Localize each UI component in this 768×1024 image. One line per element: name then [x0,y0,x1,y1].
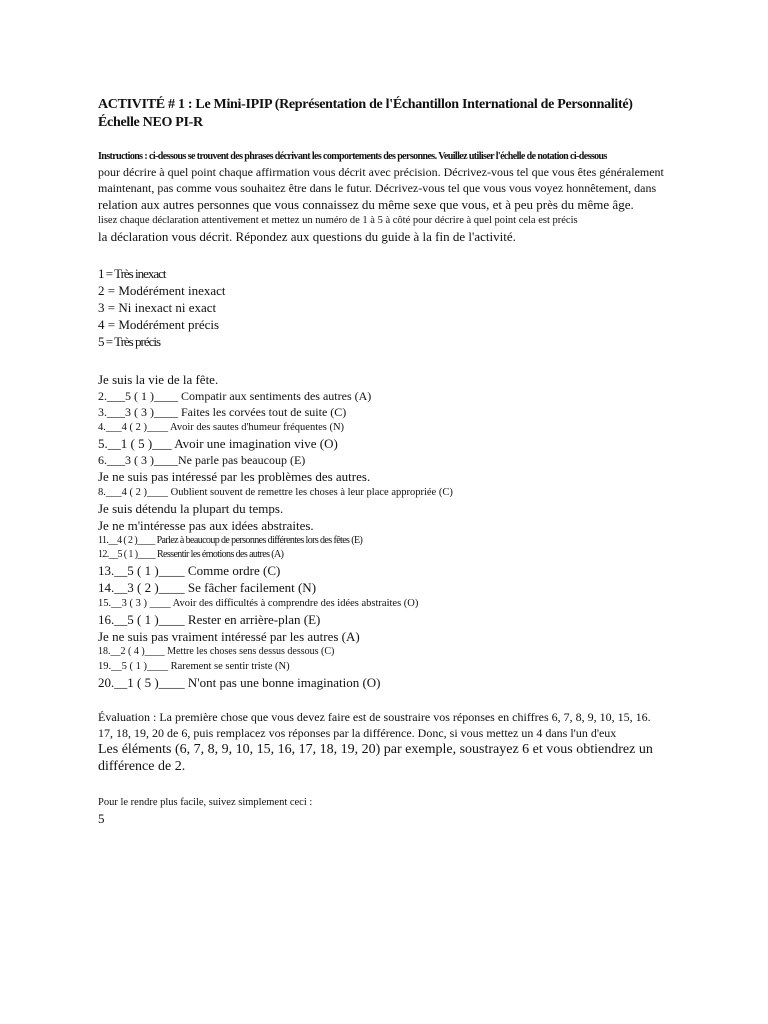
questionnaire-item: 15.__3 ( 3 ) ____ Avoir des difficultés à comprendre des idées abstraites (O) [98,598,419,609]
questionnaire-item: 13.__5 ( 1 )____ Comme ordre (C) [98,563,281,578]
instructions-line: maintenant, pas comme vous souhaitez être dans le futur. Décrivez-vous tel que vous vous voyez honnêtement, dans [98,181,657,195]
questionnaire-item: 20.__1 ( 5 )____ N'ont pas une bonne imagination (O) [98,675,381,690]
questionnaire-items [98,371,728,691]
scale-option: 1 = Très inexact [98,266,166,281]
questionnaire-item: 18.__2 ( 4 )____ Mettre les choses sens dessus dessous (C) [98,646,335,657]
rating-scale [98,265,728,350]
questionnaire-item: 16.__5 ( 1 )____ Rester en arrière-plan (E) [98,612,321,627]
instructions-line: Instructions : ci-dessous se trouvent des phrases décrivant les comportements des personnes. Veuillez utiliser l'échelle de notation ci-dessous [98,151,607,162]
scale-option: 3 = Ni inexact ni exact [98,300,217,315]
tip-value: 5 [98,811,105,826]
instructions-block [98,150,728,245]
questionnaire-item: 11.__4 ( 2 )____ Parlez à beaucoup de personnes différentes lors des fêtes (E) [98,535,363,546]
questionnaire-item: Je suis la vie de la fête. [98,372,219,387]
questionnaire-item: 6.___3 ( 3 )____Ne parle pas beaucoup (E) [98,453,306,467]
questionnaire-item: 8.___4 ( 2 )____ Oublient souvent de remettre les choses à leur place appropriée (C) [98,487,453,498]
tip-block [98,795,728,827]
scale-option: 5 = Très précis [98,334,161,349]
scale-option: 2 = Modérément inexact [98,283,226,298]
questionnaire-item: 4.___4 ( 2 )____ Avoir des sautes d'humeur fréquentes (N) [98,422,345,433]
questionnaire-item: Je ne suis pas vraiment intéressé par les autres (A) [98,629,360,644]
questionnaire-item: 14.__3 ( 2 )____ Se fâcher facilement (N) [98,580,317,595]
evaluation-line: différence de 2. [98,759,186,774]
questionnaire-item: Je ne m'intéresse pas aux idées abstraites. [98,518,314,533]
evaluation-line: Évaluation : La première chose que vous devez faire est de soustraire vos réponses en chiffres 6, 7, 8, 9, 10, 15, 16. [98,710,651,724]
document-body [98,96,728,827]
tip-line: Pour le rendre plus facile, suivez simplement ceci : [98,797,313,808]
evaluation-block [98,709,728,775]
evaluation-line: 17, 18, 19, 20 de 6, puis remplacez vos réponses par la différence. Donc, si vous mettez un 4 dans l'un d'eux [98,726,617,740]
questionnaire-item: 3.___3 ( 3 )____ Faites les corvées tout de suite (C) [98,405,347,419]
questionnaire-item: 12.__5 ( 1 )____ Ressentir les émotions des autres (A) [98,549,284,560]
questionnaire-item: 5.__1 ( 5 )___ Avoir une imagination vive (O) [98,436,338,451]
instructions-line: relation aux autres personnes que vous connaissez du même sexe que vous, et à peu près du même âge. [98,197,634,212]
instructions-line: pour décrire à quel point chaque affirmation vous décrit avec précision. Décrivez-vous tel que vous êtes généralement [98,165,664,179]
document-title: ACTIVITÉ # 1 : Le Mini-IPIP (Représentation de l'Échantillon International de Personnalité) [98,97,633,112]
instructions-line: la déclaration vous décrit. Répondez aux questions du guide à la fin de l'activité. [98,229,516,244]
questionnaire-item: Je suis détendu la plupart du temps. [98,501,284,516]
questionnaire-item: 2.___5 ( 1 )____ Compatir aux sentiments des autres (A) [98,389,372,403]
questionnaire-item: 19.__5 ( 1 )____ Rarement se sentir triste (N) [98,661,290,672]
scale-option: 4 = Modérément précis [98,317,220,332]
questionnaire-item: Je ne suis pas intéressé par les problèmes des autres. [98,469,371,484]
document-header [98,96,728,132]
evaluation-line: Les éléments (6, 7, 8, 9, 10, 15, 16, 17, 18, 19, 20) par exemple, soustrayez 6 et vous obtiendrez un [98,742,653,757]
document-subtitle: Échelle NEO PI-R [98,115,203,130]
instructions-line: lisez chaque déclaration attentivement et mettez un numéro de 1 à 5 à côté pour décrire à quel point cela est précis [98,215,578,226]
